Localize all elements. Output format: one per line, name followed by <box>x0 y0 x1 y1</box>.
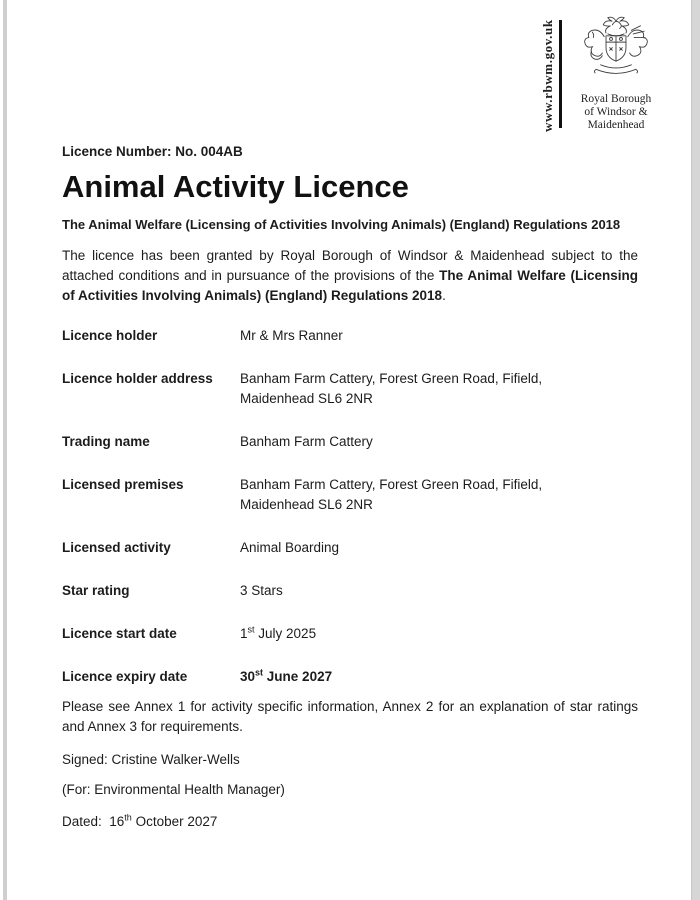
row-label: Licensed premises <box>62 477 184 492</box>
intro-paragraph <box>62 246 638 306</box>
rbwm-logo <box>540 14 665 132</box>
table-row <box>62 581 638 601</box>
table-row <box>62 624 638 644</box>
logo-org-name <box>581 93 652 132</box>
row-label: Star rating <box>62 583 130 598</box>
table-row <box>62 667 638 687</box>
signed-line: Signed: Cristine Walker-Wells <box>62 752 240 767</box>
row-label: Licence start date <box>62 626 177 641</box>
row-value: Banham Farm Cattery, Forest Green Road, Fifield, Maidenhead SL6 2NR <box>240 477 543 512</box>
row-value: 30st June 2027 <box>240 667 333 684</box>
intro-period: . <box>442 288 446 303</box>
row-label: Trading name <box>62 434 150 449</box>
row-value: 3 Stars <box>240 583 283 598</box>
page-title: Animal Activity Licence <box>62 169 409 204</box>
row-value: 1st July 2025 <box>240 624 317 641</box>
logo-org-name-line: Maidenhead <box>587 119 645 131</box>
logo-divider <box>559 20 562 128</box>
details-table <box>62 326 638 687</box>
table-row <box>62 369 638 409</box>
row-value: Animal Boarding <box>240 540 340 555</box>
row-label: Licence holder <box>62 328 158 343</box>
coat-of-arms-icon <box>569 14 663 92</box>
logo-org-name-line: of Windsor & <box>584 106 648 118</box>
row-label: Licensed activity <box>62 540 171 555</box>
dated-suffix: October 2027 <box>131 814 218 829</box>
logo-org-name-line: Royal Borough <box>580 93 652 105</box>
page-edge-right <box>691 0 700 900</box>
row-label: Licence holder address <box>62 371 213 386</box>
document-body <box>62 140 638 830</box>
row-value: Banham Farm Cattery <box>240 434 373 449</box>
dated-superscript: th <box>124 812 132 823</box>
intro-text: The licence has been granted by Royal Borough of Windsor & Maidenhead subject to the attached conditions and in pursuance of the provisions of the <box>62 248 638 283</box>
licence-number: Licence Number: No. 004AB <box>62 144 243 159</box>
intro-bold-text: The Animal Welfare (Licensing of Activities Involving Animals) (England) Regulations 2018 <box>62 268 638 303</box>
table-row <box>62 538 638 558</box>
table-row <box>62 475 638 515</box>
regulation-subtitle: The Animal Welfare (Licensing of Activities Involving Animals) (England) Regulations 2018 <box>62 217 621 232</box>
table-row <box>62 326 638 346</box>
row-label: Licence expiry date <box>62 669 188 684</box>
row-value: Mr & Mrs Ranner <box>240 328 343 343</box>
dated-line <box>62 814 638 830</box>
annex-note: Please see Annex 1 for activity specific information, Annex 2 for an explanation of star ratings and Annex 3 for requirements. <box>62 699 638 734</box>
logo-website-text: www.rbwm.gov.uk <box>540 19 555 132</box>
page-edge-left <box>3 0 7 900</box>
logo-main <box>567 14 665 132</box>
table-row <box>62 432 638 452</box>
row-value: Banham Farm Cattery, Forest Green Road, Fifield, Maidenhead SL6 2NR <box>240 371 543 406</box>
for-line: (For: Environmental Health Manager) <box>62 782 285 797</box>
dated-prefix: Dated: 16 <box>62 814 125 829</box>
